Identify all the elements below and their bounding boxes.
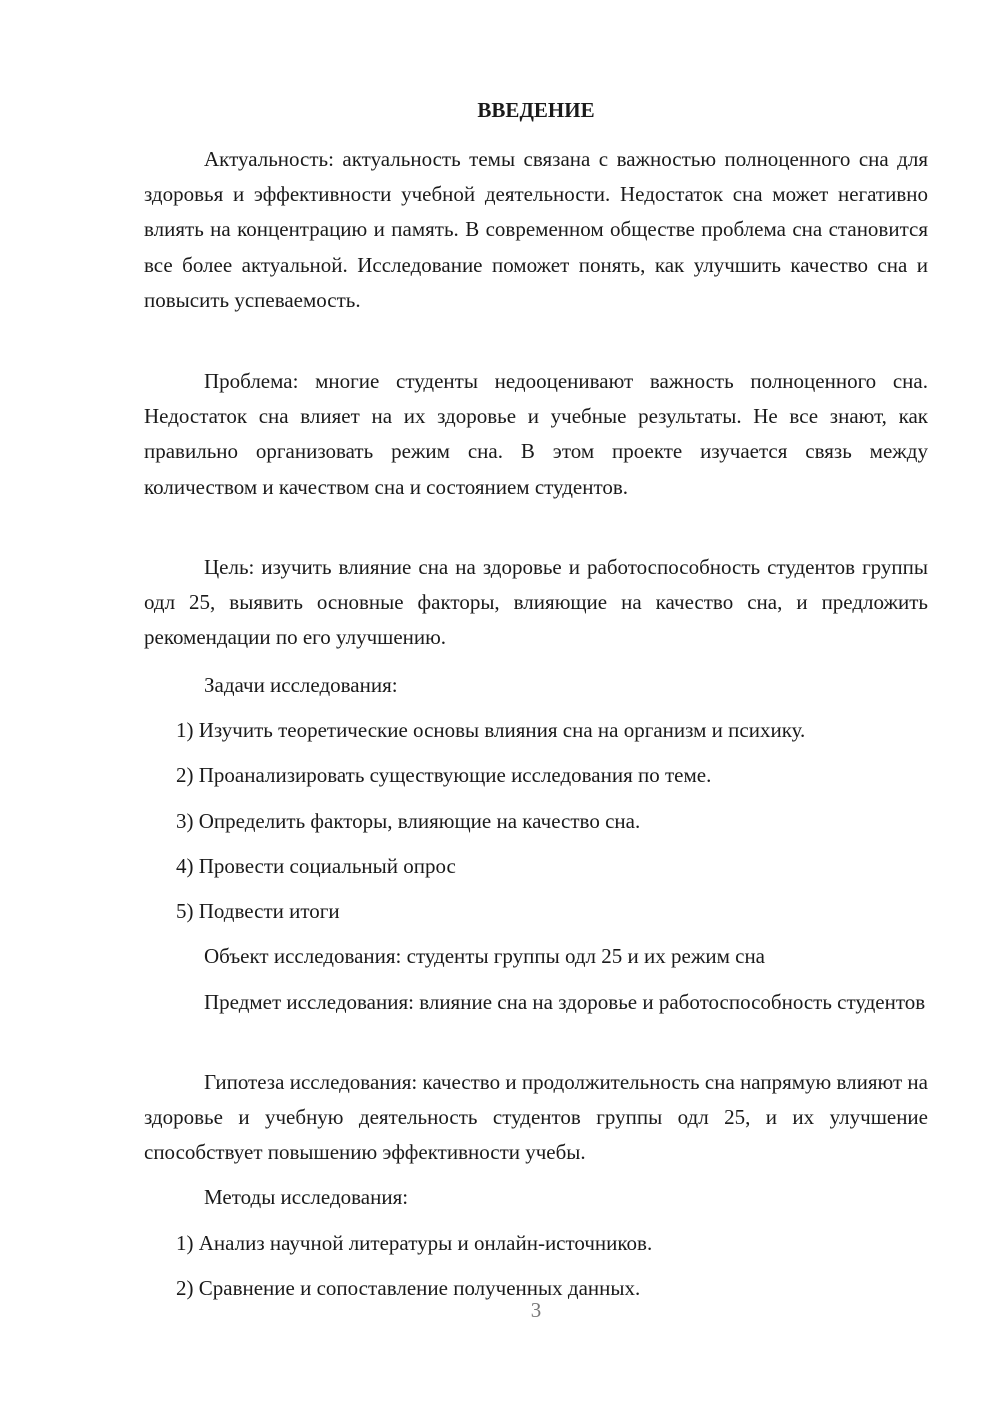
list-item: 2) Проанализировать существующие исследования по теме. [176, 763, 712, 787]
list-item: 4) Провести социальный опрос [176, 854, 456, 878]
list-item: 2) Сравнение и сопоставление полученных данных. [176, 1276, 641, 1300]
object-line: Объект исследования: студенты группы одл 25 и их режим сна [204, 944, 766, 968]
methods-heading: Методы исследования: [204, 1185, 409, 1209]
tasks-heading: Задачи исследования: [204, 673, 398, 697]
list-item: 1) Анализ научной литературы и онлайн-источников. [176, 1231, 653, 1255]
relevance-paragraph: Актуальность: актуальность темы связана с важностью полноценного сна для здоровья и эффективности учебной деятельности. Недостаток сна может негативно влиять на концентрацию и память. В современном обществе проблема сна становится все более актуальной. Исследование поможет понять, как улучшить качество сна и повысить успеваемость. [144, 147, 928, 312]
list-item: 3) Определить факторы, влияющие на качество сна. [176, 809, 641, 833]
list-item: 5) Подвести итоги [176, 899, 340, 923]
subject-paragraph: Предмет исследования: влияние сна на здоровье и работоспособность студентов [204, 990, 926, 1014]
list-item: 1) Изучить теоретические основы влияния сна на организм и психику. [176, 718, 806, 742]
problem-paragraph: Проблема: многие студенты недооценивают важность полноценного сна. Недостаток сна влияет на их здоровье и учебные результаты. Не все знают, как правильно организовать режим сна. В этом проекте изучается связь между количеством и качеством сна и состоянием студентов. [144, 369, 928, 499]
hypothesis-paragraph: Гипотеза исследования: качество и продолжительность сна напрямую влияют на здоровье и учебную деятельность студентов группы одл 25, и их улучшение способствует повышению эффективности учебы. [144, 1070, 928, 1165]
section-title: ВВЕДЕНИЕ [477, 98, 595, 122]
goal-paragraph: Цель: изучить влияние сна на здоровье и работоспособность студентов группы одл 25, выявить основные факторы, влияющие на качество сна, и предложить рекомендации по его улучшению. [144, 555, 928, 650]
page-number: 3 [530, 1298, 542, 1322]
